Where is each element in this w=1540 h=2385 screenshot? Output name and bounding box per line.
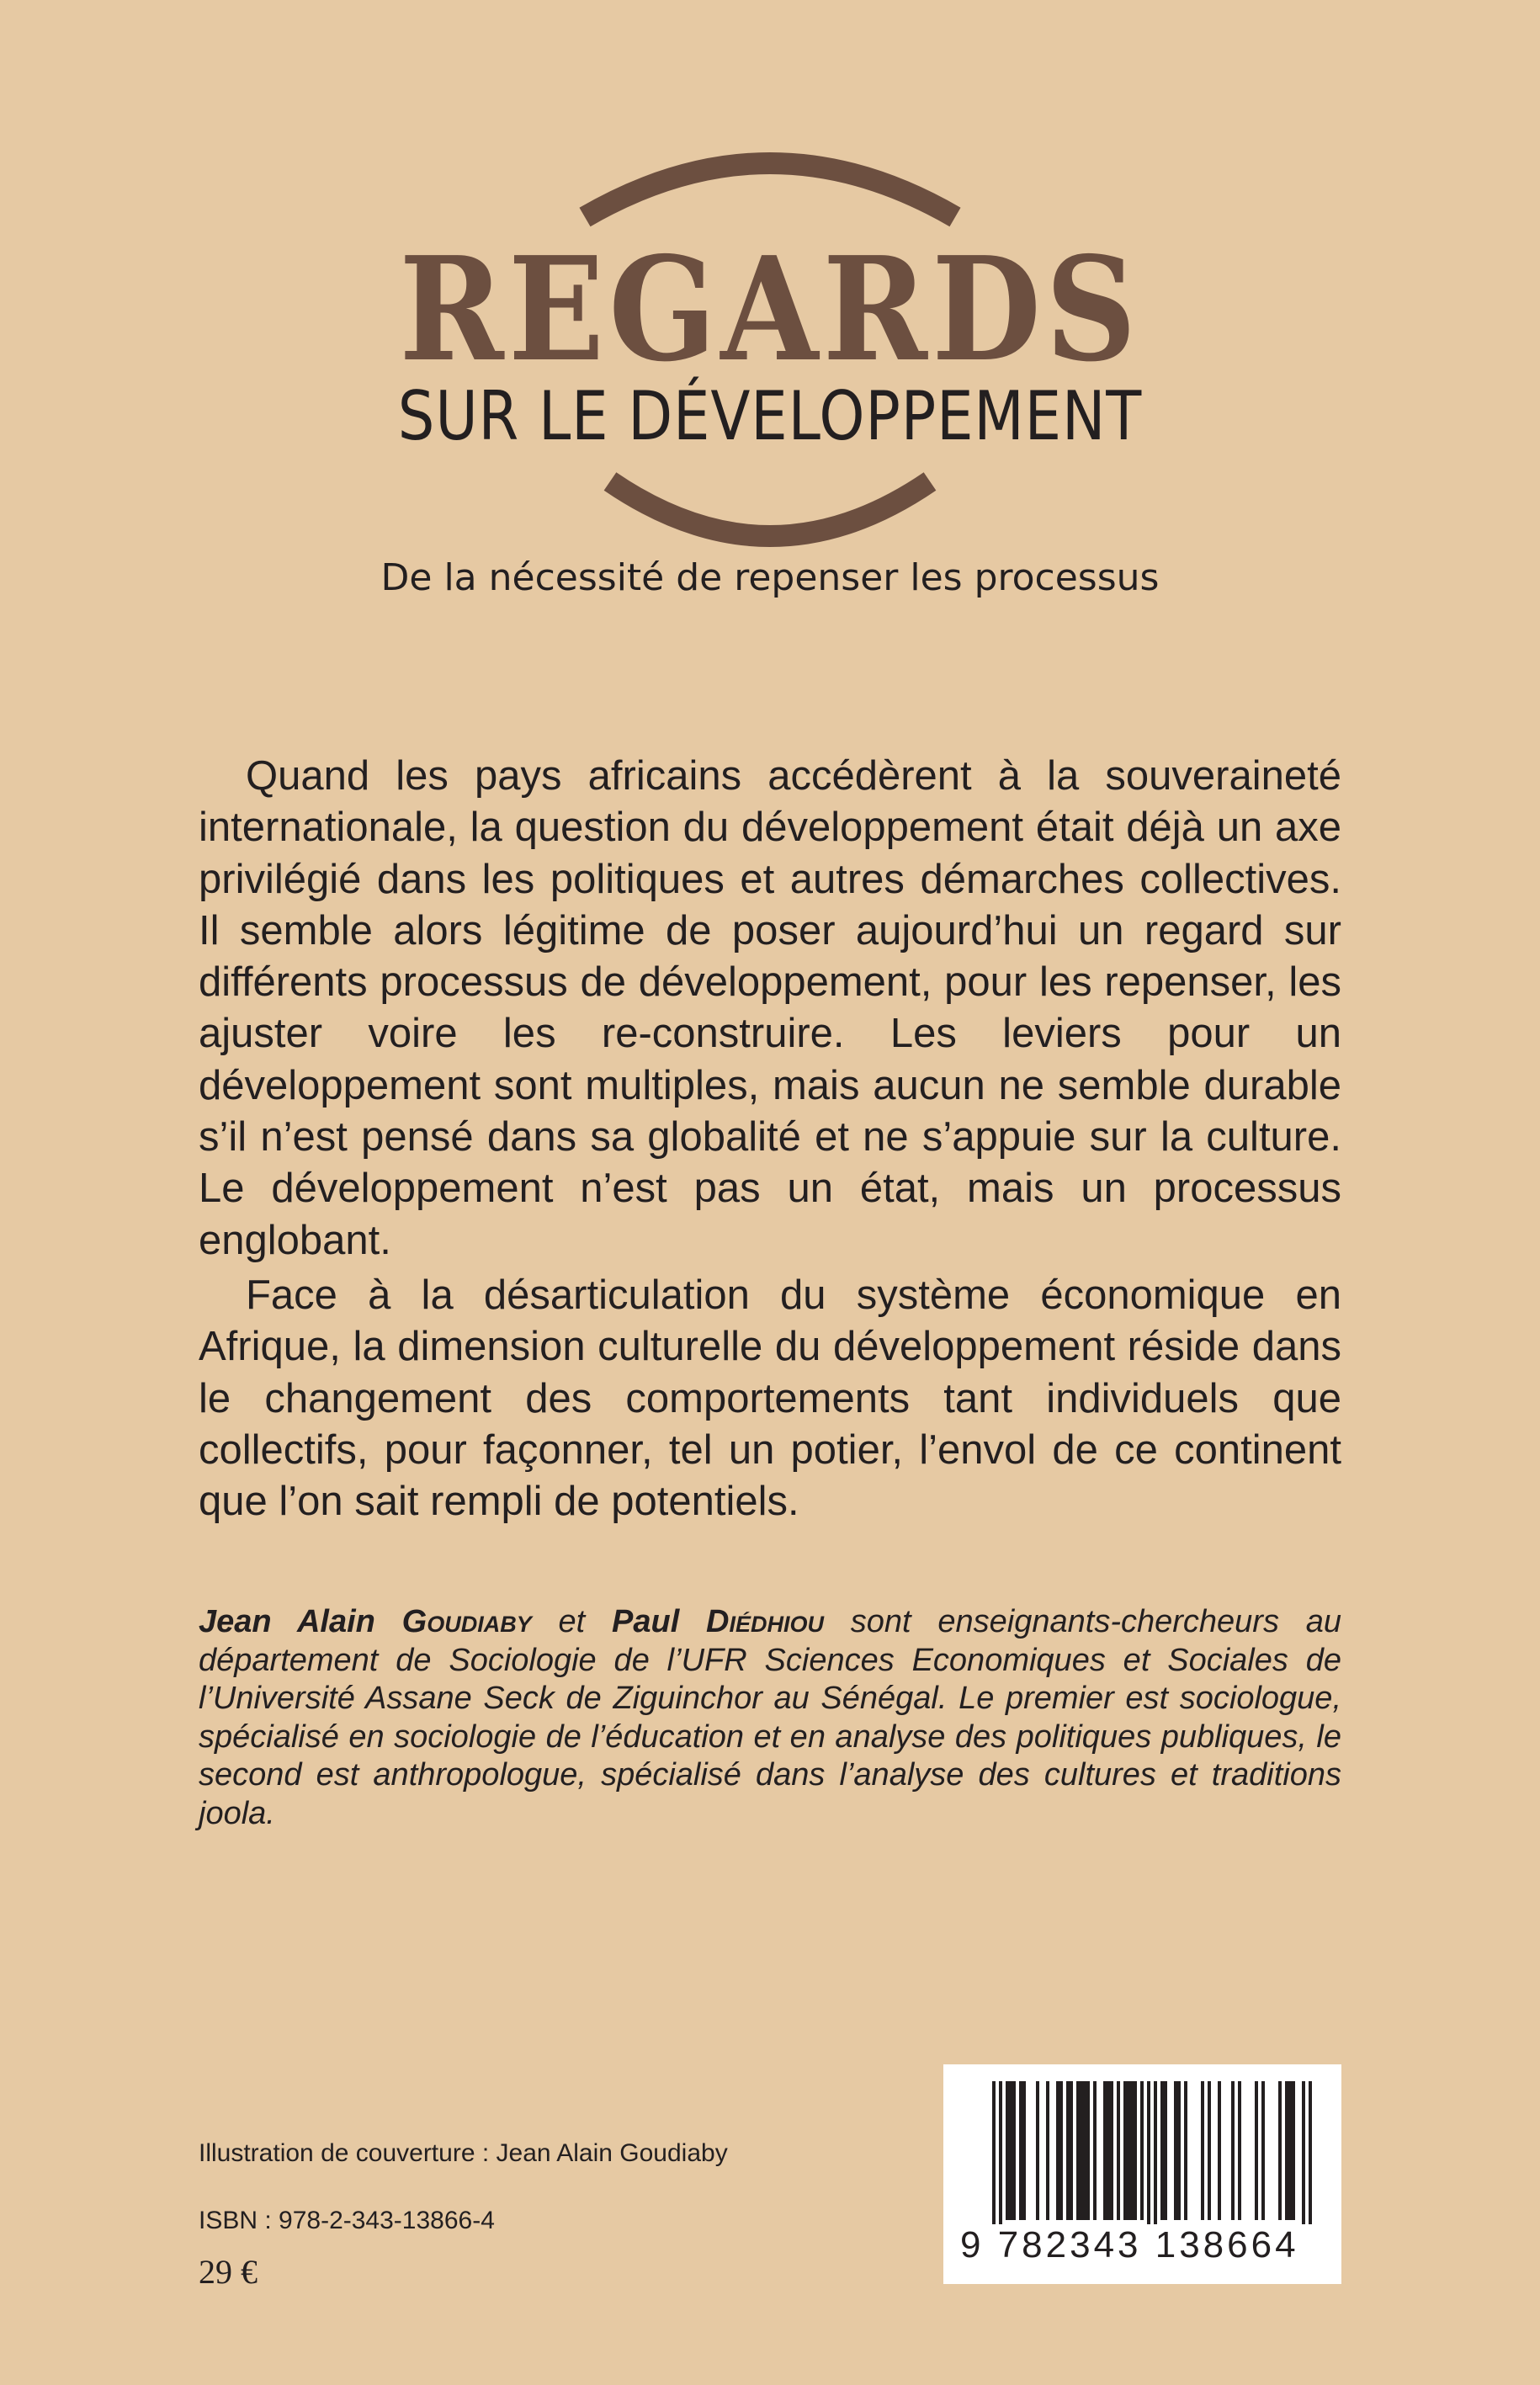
barcode-bar (1218, 2081, 1221, 2220)
barcode-bar (999, 2081, 1002, 2224)
barcode-bar (1117, 2081, 1120, 2220)
barcode-bar (1070, 2081, 1073, 2220)
title-block (0, 0, 1540, 640)
barcode-bar (1302, 2081, 1305, 2224)
barcode-bar (1184, 2081, 1187, 2220)
barcode-bar (1006, 2081, 1009, 2220)
barcode-bar (1080, 2081, 1083, 2220)
barcode-bar (1012, 2081, 1016, 2220)
barcode-bar (1174, 2081, 1177, 2220)
back-cover-blurb (199, 751, 1341, 1527)
barcode-bar (1009, 2081, 1012, 2220)
blurb-paragraph-2: Face à la désarticulation du système économique en Afrique, la dimension culturelle du développement réside dans le changement des comportements tant individuels que collectifs, pour façonner, tel un potier, l’envol de ce continent que l’on sait rempli de potentiels. (199, 1272, 1341, 1525)
barcode-bar (1288, 2081, 1292, 2220)
illustration-credit: Illustration de couverture : Jean Alain Goudiaby (199, 2139, 728, 2167)
barcode-bar (1160, 2081, 1164, 2220)
author-1-family-name: Goudiaby (401, 1604, 532, 1639)
barcode-bar (1147, 2081, 1150, 2224)
barcode-bar (1261, 2081, 1265, 2220)
author-connector: et (558, 1604, 586, 1639)
barcode-bar (1292, 2081, 1295, 2220)
barcode-bar (1036, 2081, 1039, 2220)
barcode-bar (1164, 2081, 1167, 2220)
barcode-digits: 9 782343 138664 (960, 2224, 1299, 2265)
barcode-bar (1059, 2081, 1063, 2220)
barcode-bar (1110, 2081, 1113, 2220)
barcode-bar (1066, 2081, 1070, 2220)
author-2-given-name: Paul (612, 1604, 680, 1639)
barcode-bar (992, 2081, 996, 2224)
barcode-bar (1022, 2081, 1026, 2220)
barcode-box (943, 2064, 1341, 2284)
barcode-bar (1231, 2081, 1235, 2220)
barcode-bar (1127, 2081, 1130, 2220)
barcode-bar (1285, 2081, 1288, 2220)
barcode-bar (1130, 2081, 1134, 2220)
barcode-bars (992, 2081, 1312, 2224)
barcode-bar (1201, 2081, 1204, 2220)
author-1-given-name: Jean Alain (199, 1604, 375, 1639)
barcode-bar (1177, 2081, 1181, 2220)
blurb-paragraph-1: Quand les pays africains accédèrent à la souveraineté internationale, la question du développement était déjà un axe privilégié dans les politiques et autres démarches collectives. Il semble alors légitime de poser aujourd’hui un regard sur différents processus de développement, pour les repenser, les ajuster voire les re-construire. Les leviers pour un développement sont multiples, mais aucun ne semble durable s’il n’est pensé dans sa globalité et ne s’appuie sur la culture. Le développement n’est pas un état, mais un processus englobant. (199, 753, 1341, 1263)
barcode-bar (1076, 2081, 1080, 2220)
bottom-arc (610, 481, 930, 536)
barcode-bar (1154, 2081, 1157, 2224)
book-title: REGARDS (399, 226, 1141, 394)
barcode-bar (1107, 2081, 1110, 2220)
top-arc (585, 163, 955, 217)
price: 29 € (199, 2253, 258, 2291)
barcode-bar (1093, 2081, 1097, 2220)
book-subtitle: De la nécessité de repenser les processus (380, 556, 1160, 599)
barcode-bar (1046, 2081, 1049, 2220)
author-bio (199, 1603, 1341, 1833)
barcode-bar (1278, 2081, 1282, 2220)
barcode-bar (1083, 2081, 1086, 2220)
barcode-bar (1134, 2081, 1137, 2220)
author-bio-text: sont enseignants-chercheurs au département de Sociologie de l’UFR Sciences Economiques et Sociales de l’Université Assane Seck de Ziguinchor au Sénégal. Le premier est sociologue, spécialisé en sociologie de l’éducation et en analyse des politiques publiques, le second est anthropologue, spécialisé dans l’analyse des cultures et traditions joola. (199, 1604, 1341, 1831)
barcode-bar (1019, 2081, 1022, 2220)
author-2-family-name: Diédhiou (706, 1604, 824, 1639)
book-title-secondary: SUR LE DÉVELOPPEMENT (397, 377, 1143, 455)
barcode-bar (1309, 2081, 1312, 2224)
barcode-bar (1208, 2081, 1211, 2220)
barcode-bar (1140, 2081, 1144, 2220)
isbn: ISBN : 978-2-343-13866-4 (199, 2207, 495, 2234)
barcode-bar (1103, 2081, 1107, 2220)
barcode-bar (1255, 2081, 1258, 2220)
barcode-bar (1238, 2081, 1241, 2220)
barcode-bar (1086, 2081, 1090, 2220)
barcode-bar (1056, 2081, 1059, 2220)
barcode-bar (1123, 2081, 1127, 2220)
